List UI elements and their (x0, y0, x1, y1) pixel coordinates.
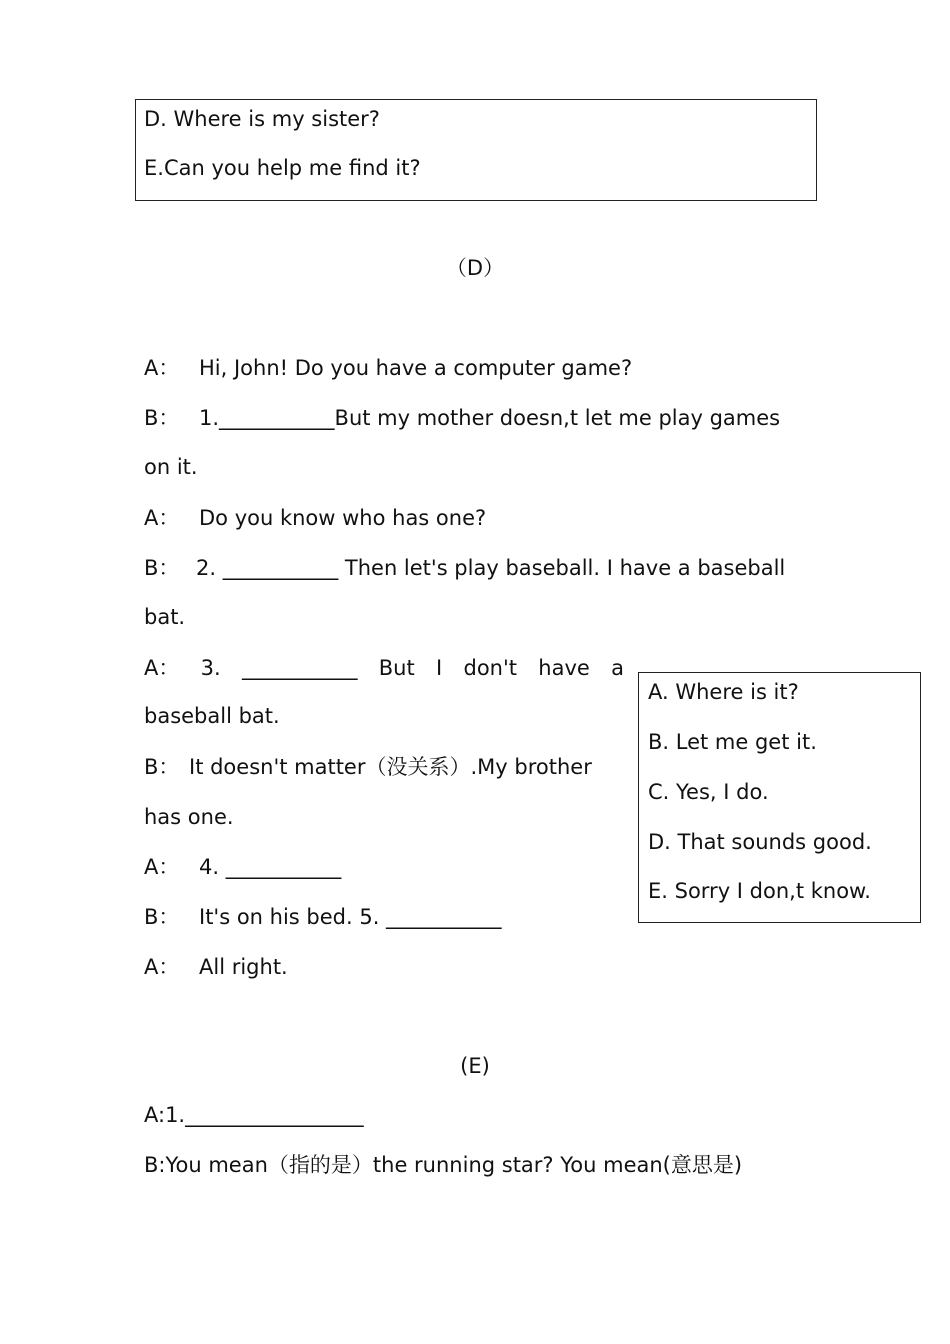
dialogue-line-continuation: baseball bat. (144, 704, 280, 728)
dialogue-text: It doesn't matter（没关系）.My brother (189, 755, 592, 779)
dialogue-text: 4. ___________ (199, 855, 342, 879)
section-e-line-2: B:You mean（指的是）the running star? You mean(意思是) (144, 1153, 743, 1177)
top-option-d: D. Where is my sister? (144, 107, 380, 131)
dialogue-text: 2. ___________ Then let's play baseball. I have a baseball (196, 556, 786, 580)
section-d-options-box (638, 672, 921, 923)
section-d-heading: （D） (445, 256, 505, 280)
dialogue-line (144, 957, 288, 978)
option-a: A. Where is it? (648, 680, 799, 704)
dialogue-line (144, 907, 502, 928)
dialogue-text: Do you know who has one? (199, 506, 487, 530)
speaker-label: B： (144, 905, 180, 929)
section-e-heading: (E) (460, 1054, 490, 1078)
dialogue-word: But (378, 656, 415, 680)
dialogue-word: I (436, 656, 443, 680)
dialogue-line (144, 558, 785, 579)
dialogue-word: don't (463, 656, 517, 680)
dialogue-line (144, 508, 486, 529)
dialogue-text: It's on his bed. 5. ___________ (199, 905, 502, 929)
dialogue-line-continuation: has one. (144, 805, 234, 829)
option-b: B. Let me get it. (648, 730, 817, 754)
speaker-label: A： (144, 656, 180, 680)
speaker-label: A： (144, 356, 180, 380)
dialogue-line (144, 358, 632, 379)
option-c: C. Yes, I do. (648, 780, 769, 804)
speaker-label: A： (144, 855, 180, 879)
speaker-label: B： (144, 755, 180, 779)
dialogue-line (144, 757, 592, 778)
speaker-label: A： (144, 506, 180, 530)
dialogue-text: Hi, John! Do you have a computer game? (199, 356, 633, 380)
dialogue-line (144, 408, 780, 429)
dialogue-line-continuation: on it. (144, 455, 198, 479)
dialogue-line-continuation: bat. (144, 605, 186, 629)
dialogue-word: a (611, 656, 624, 680)
speaker-label: B： (144, 406, 180, 430)
dialogue-text: 1.___________But my mother doesn,t let me play games (199, 406, 781, 430)
dialogue-line-justified (144, 658, 624, 679)
option-d: D. That sounds good. (648, 830, 872, 854)
option-e: E. Sorry I don,t know. (648, 879, 871, 903)
dialogue-line (144, 857, 341, 878)
answer-blank-3: ___________ (241, 656, 358, 680)
speaker-label: B： (144, 556, 180, 580)
section-e-line-1: A:1._________________ (144, 1103, 364, 1127)
dialogue-word: have (538, 656, 590, 680)
speaker-label: A： (144, 955, 180, 979)
top-option-e: E.Can you help me find it? (144, 156, 421, 180)
dialogue-word: 3. (200, 656, 221, 680)
dialogue-text: All right. (199, 955, 288, 979)
top-options-box (135, 99, 817, 201)
